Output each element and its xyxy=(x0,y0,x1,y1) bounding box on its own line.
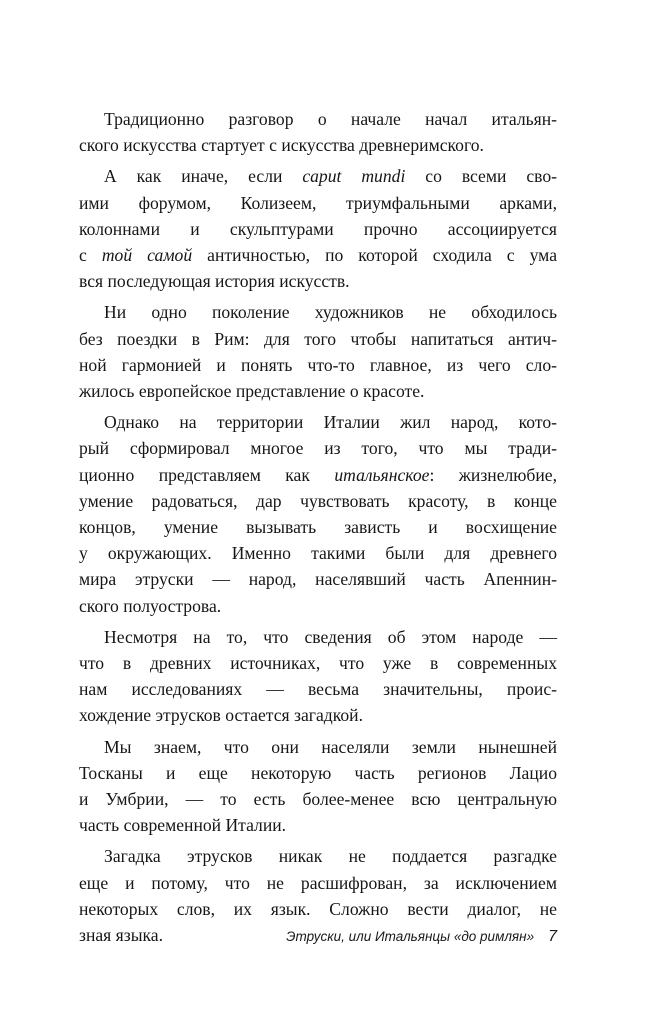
text-run: : жизнелюбие, xyxy=(429,464,558,485)
text-run: Несмотря на то, что сведения об этом народе — xyxy=(104,626,557,647)
text-line xyxy=(79,409,557,435)
text-run: А как иначе, если xyxy=(104,166,303,187)
text-run: ционно представляем как xyxy=(79,464,335,485)
text-run: Тосканы и еще некоторую часть регионов Лацио xyxy=(79,762,557,783)
text-line xyxy=(79,132,557,158)
paragraph xyxy=(79,163,557,294)
text-run: Традиционно разговор о начале начал итальян- xyxy=(104,109,557,129)
text-run: ского полуострова. xyxy=(79,595,222,616)
text-line xyxy=(79,352,557,378)
paragraph xyxy=(79,734,557,839)
text-line xyxy=(79,786,557,812)
text-run: античностью, по которой сходила с ума xyxy=(192,245,557,266)
text-line xyxy=(79,734,557,760)
text-line xyxy=(79,326,557,352)
text-line xyxy=(79,566,557,592)
text-line xyxy=(79,812,557,838)
text-line xyxy=(79,190,557,216)
text-run: со всеми сво- xyxy=(405,166,557,187)
text-line xyxy=(79,514,557,540)
text-line xyxy=(79,268,557,294)
paragraph xyxy=(79,106,557,158)
text-run: зная языка. xyxy=(79,925,164,946)
text-run: ими форумом, Колизеем, триумфальными арками, xyxy=(79,192,557,213)
text-line xyxy=(79,593,557,619)
text-line xyxy=(79,242,557,268)
paragraph xyxy=(79,624,557,729)
text-run: мира этруски — народ, населявший часть Апеннин- xyxy=(79,569,557,590)
text-run: рый сформировал многое из того, что мы тради- xyxy=(79,438,557,459)
running-footer xyxy=(200,928,557,946)
text-line xyxy=(79,702,557,728)
text-line xyxy=(79,378,557,404)
text-line xyxy=(79,650,557,676)
text-run: у окружающих. Именно такими были для древнего xyxy=(79,543,557,564)
text-run: ского искусства стартует с искусства древнеримского. xyxy=(79,135,484,156)
text-run: умение радоваться, дар чувствовать красоту, в конце xyxy=(79,490,557,511)
italic-text: той самой xyxy=(101,245,193,266)
text-line xyxy=(79,216,557,242)
text-line xyxy=(79,106,557,132)
italic-text: итальянское xyxy=(334,464,430,485)
text-run: с xyxy=(79,245,102,266)
page-number: 7 xyxy=(548,928,557,945)
text-run: и Умбрии, — то есть более-менее всю центральную xyxy=(79,789,557,810)
text-line xyxy=(79,870,557,896)
text-line xyxy=(79,163,557,189)
italic-text: caput mundi xyxy=(302,166,406,187)
text-line xyxy=(79,540,557,566)
text-run: Загадка этрусков никак не поддается разгадке xyxy=(104,846,557,867)
text-run: жилось европейское представление о красоте. xyxy=(79,381,425,402)
text-run: колоннами и скульптурами прочно ассоциируется xyxy=(79,218,557,239)
text-run: вся последующая история искусств. xyxy=(79,271,350,292)
text-run: Ни одно поколение художников не обходилось xyxy=(104,302,557,323)
text-line xyxy=(79,676,557,702)
text-line xyxy=(79,896,557,922)
paragraph xyxy=(79,409,557,619)
page-body xyxy=(79,106,557,953)
text-run: Однако на территории Италии жил народ, кото- xyxy=(104,412,557,433)
text-run: Мы знаем, что они населяли земли нынешней xyxy=(104,736,557,757)
text-run: нам исследованиях — весьма значительны, проис- xyxy=(79,679,557,700)
text-line xyxy=(79,624,557,650)
running-title: Этруски, или Итальянцы «до римлян» xyxy=(286,929,535,944)
text-run: некоторых слов, их язык. Сложно вести диалог, не xyxy=(79,898,557,919)
text-run: хождение этрусков остается загадкой. xyxy=(79,705,363,726)
text-line xyxy=(79,488,557,514)
text-run: еще и потому, что не расшифрован, за исключением xyxy=(79,872,557,893)
text-line xyxy=(79,760,557,786)
text-line xyxy=(79,462,557,488)
text-run: концов, умение вызывать зависть и восхищение xyxy=(79,517,557,538)
paragraph xyxy=(79,299,557,404)
text-run: ной гармонией и понять что-то главное, из чего сло- xyxy=(79,354,557,375)
text-run: часть современной Италии. xyxy=(79,815,287,836)
text-line xyxy=(79,843,557,869)
text-line xyxy=(79,435,557,461)
text-line xyxy=(79,299,557,325)
text-run: что в древних источниках, что уже в современных xyxy=(79,653,557,674)
text-run: без поездки в Рим: для того чтобы напитаться антич- xyxy=(79,328,557,349)
